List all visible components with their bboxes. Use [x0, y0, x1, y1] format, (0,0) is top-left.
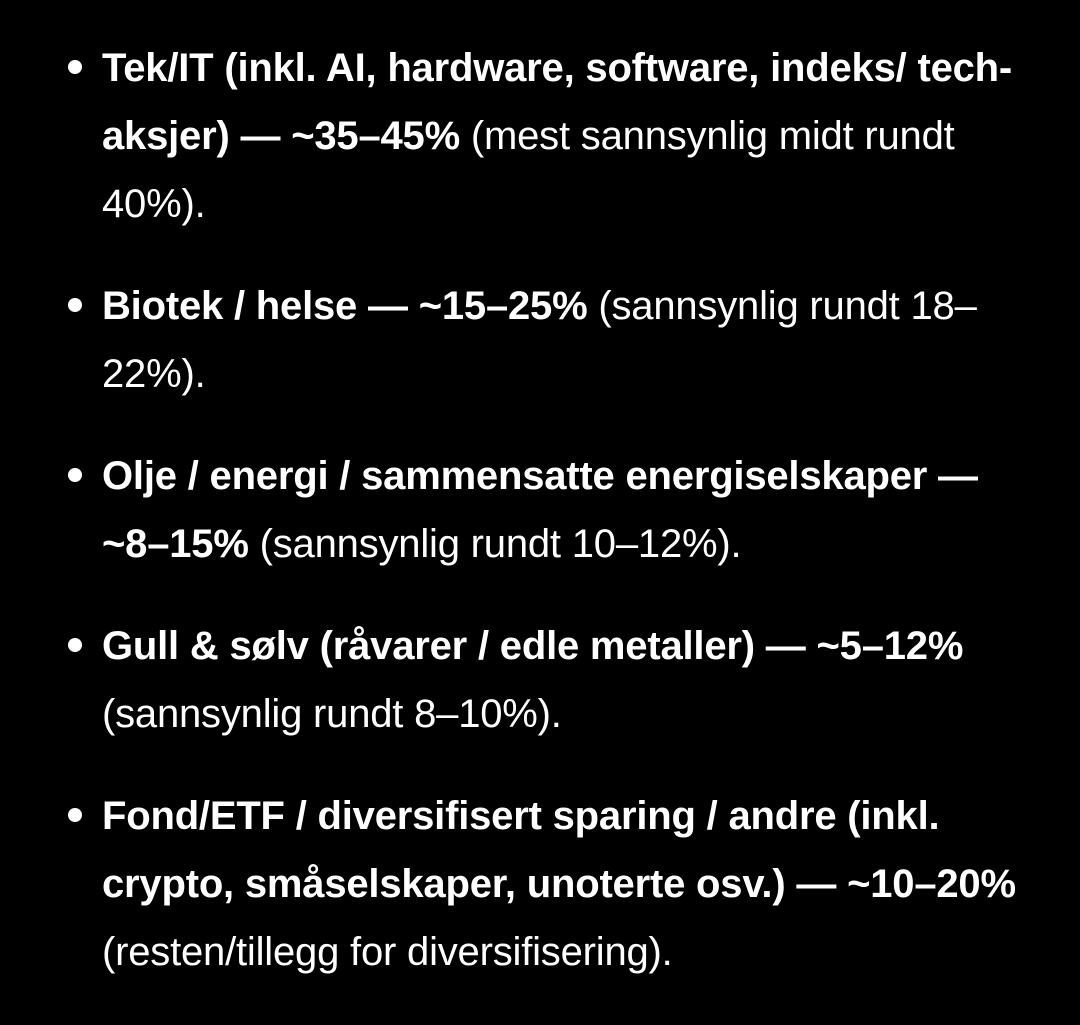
list-item-metals [102, 612, 1042, 748]
item-bold-text: Olje / energi / sammensatte energiselskaper — ~8–15% [102, 454, 978, 566]
bullet-icon [68, 468, 82, 482]
bullet-icon [68, 60, 82, 74]
item-normal-text: (resten/tillegg for diversifisering). [102, 930, 673, 974]
list-item-biotech [102, 272, 1042, 408]
list-item-energy [102, 442, 1042, 578]
item-normal-text: (sannsynlig rundt 10–12%). [248, 522, 742, 566]
list-item-tech [102, 34, 1042, 238]
item-bold-text: Gull & sølv (råvarer / edle metaller) — ~5–12% [102, 624, 964, 668]
item-bold-text: Fond/ETF / diversifisert sparing / andre (inkl. crypto, småselskaper, unoterte osv.) — ~10–20% [102, 794, 1016, 906]
item-normal-text: (sannsynlig rundt 8–10%). [102, 692, 562, 736]
item-normal-text: (mest sannsynlig midt rundt 40%). [102, 114, 955, 226]
list-item-funds [102, 782, 1042, 986]
bullet-icon [68, 808, 82, 822]
item-normal-text: (sannsynlig rundt 18–22%). [102, 284, 977, 396]
item-bold-text: Tek/IT (inkl. AI, hardware, software, indeks/ tech-aksjer) — ~35–45% [102, 46, 1013, 158]
item-bold-text: Biotek / helse — ~15–25% [102, 284, 588, 328]
allocation-list [102, 34, 1042, 986]
bullet-icon [68, 638, 82, 652]
bullet-icon [68, 298, 82, 312]
